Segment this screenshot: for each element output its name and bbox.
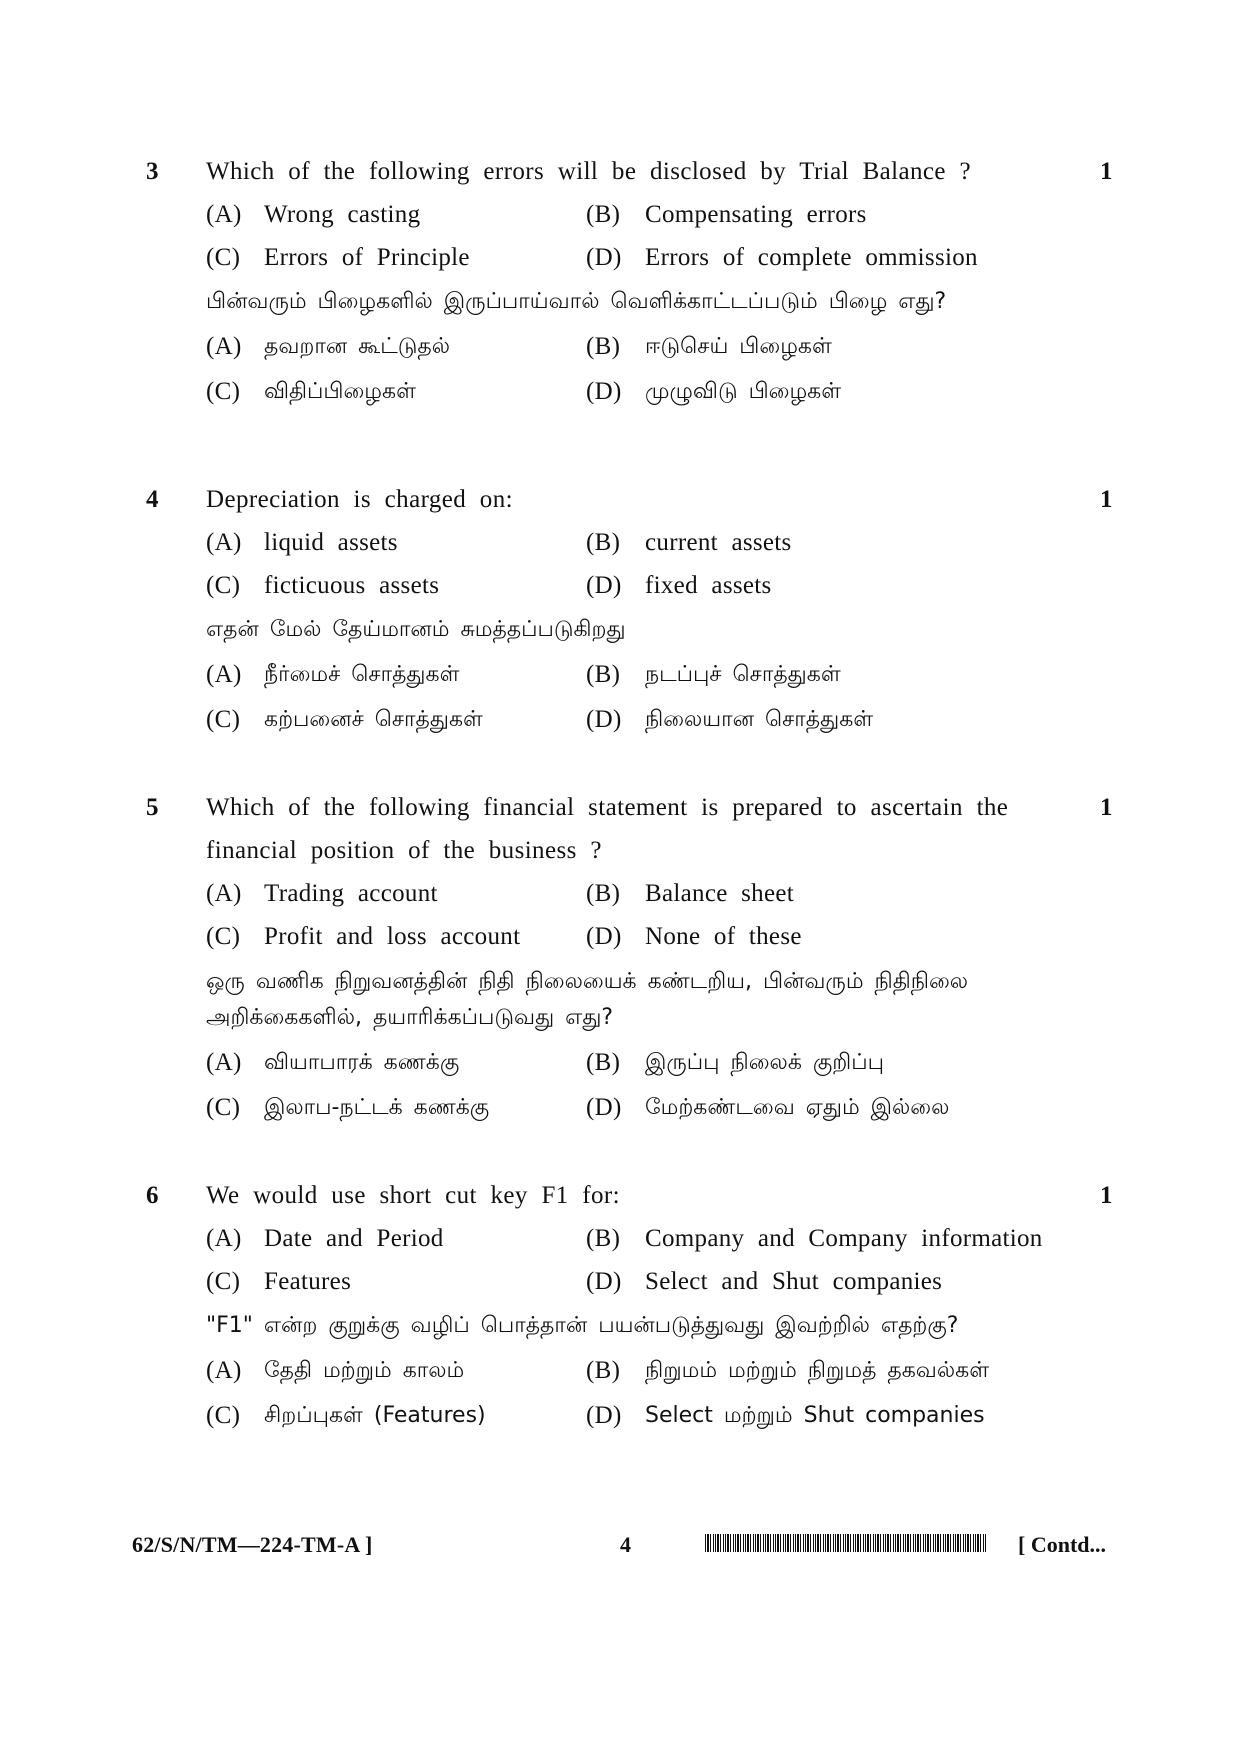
- option-b-text-ta: நடப்புச் சொத்துகள்: [645, 662, 841, 687]
- option-a-text: Trading account: [264, 880, 438, 907]
- options-en-row-1: [0, 193, 1240, 236]
- option-d-text: None of these: [645, 923, 802, 950]
- option-d-text: Errors of complete ommission: [645, 244, 978, 271]
- option-c-label: (C): [206, 244, 241, 271]
- question-text-ta-line-1: ஒரு வணிக நிறுவனத்தின் நிதி நிலையைக் கண்டறிய, பின்வரும் நிதிநிலை: [206, 969, 969, 994]
- options-ta-row-1: [0, 652, 1240, 697]
- question-marks: 1: [1100, 794, 1113, 821]
- options-en-row-2: [0, 236, 1240, 279]
- option-d-text-ta: முழுவிடு பிழைகள்: [645, 379, 842, 404]
- option-a-label: (A): [206, 880, 242, 907]
- option-a-text: Date and Period: [264, 1225, 444, 1252]
- question-text-en: We would use short cut key F1 for:: [206, 1182, 621, 1209]
- option-c-text: ficticuous assets: [264, 572, 440, 599]
- question-number: 6: [146, 1182, 159, 1209]
- question-text-en: Depreciation is charged on:: [206, 486, 513, 513]
- question-number: 3: [146, 158, 159, 185]
- question-3: [0, 150, 1240, 414]
- option-c-text-ta: இலாப-நட்டக் கணக்கு: [264, 1095, 490, 1120]
- option-d-label: (D): [586, 1094, 622, 1121]
- option-d-text: Select and Shut companies: [645, 1268, 943, 1295]
- option-c-text-ta: சிறப்புகள் (Features): [264, 1403, 486, 1428]
- continued-label: [ Contd...: [1018, 1532, 1107, 1557]
- option-b-label: (B): [586, 661, 621, 688]
- option-b-text: current assets: [645, 529, 792, 556]
- question-marks: 1: [1100, 158, 1113, 185]
- question-text-en-line-1: Which of the following financial statement is prepared to ascertain the: [206, 794, 1009, 821]
- option-b-label: (B): [586, 1049, 621, 1076]
- options-ta-row-2: [0, 369, 1240, 414]
- option-c-text-ta: விதிப்பிழைகள்: [264, 379, 416, 404]
- option-a-label: (A): [206, 529, 242, 556]
- option-b-text: Compensating errors: [645, 201, 867, 228]
- option-a-label: (A): [206, 1357, 242, 1384]
- question-4: [0, 478, 1240, 742]
- option-d-text: fixed assets: [645, 572, 772, 599]
- option-b-text-ta: ஈடுசெய் பிழைகள்: [645, 334, 832, 359]
- option-b-label: (B): [586, 1357, 621, 1384]
- options-en-row-2: [0, 1260, 1240, 1303]
- option-d-label: (D): [586, 1402, 622, 1429]
- options-en-row-1: [0, 1217, 1240, 1260]
- option-d-text-ta: Select மற்றும் Shut companies: [645, 1403, 985, 1428]
- question-text-ta: "F1" என்ற குறுக்கு வழிப் பொத்தான் பயன்படுத்துவது இவற்றில் எதற்கு?: [206, 1313, 959, 1338]
- question-text-en-line-2: financial position of the business ?: [206, 837, 602, 864]
- options-ta-row-1: [0, 1348, 1240, 1393]
- question-marks: 1: [1100, 486, 1113, 513]
- option-a-text-ta: நீர்மைச் சொத்துகள்: [264, 662, 460, 687]
- options-en-row-2: [0, 564, 1240, 607]
- option-c-label: (C): [206, 1094, 241, 1121]
- option-d-text-ta: மேற்கண்டவை ஏதும் இல்லை: [645, 1095, 950, 1120]
- option-b-label: (B): [586, 1225, 621, 1252]
- option-a-label: (A): [206, 1049, 242, 1076]
- option-c-text-ta: கற்பனைச் சொத்துகள்: [264, 707, 483, 732]
- option-a-label: (A): [206, 661, 242, 688]
- options-en-row-1: [0, 872, 1240, 915]
- option-a-text-ta: தவறான கூட்டுதல்: [264, 334, 450, 359]
- option-a-text: Wrong casting: [264, 201, 421, 228]
- question-6: [0, 1174, 1240, 1438]
- option-d-label: (D): [586, 572, 622, 599]
- option-a-text-ta: தேதி மற்றும் காலம்: [264, 1358, 465, 1383]
- option-a-label: (A): [206, 201, 242, 228]
- option-a-label: (A): [206, 1225, 242, 1252]
- option-c-text: Errors of Principle: [264, 244, 470, 271]
- options-ta-row-1: [0, 324, 1240, 369]
- option-c-label: (C): [206, 378, 241, 405]
- option-b-label: (B): [586, 201, 621, 228]
- option-b-text-ta: நிறுமம் மற்றும் நிறுமத் தகவல்கள்: [645, 1358, 990, 1383]
- option-b-text: Company and Company information: [645, 1225, 1043, 1252]
- option-d-label: (D): [586, 706, 622, 733]
- option-c-label: (C): [206, 572, 241, 599]
- option-d-label: (D): [586, 244, 622, 271]
- option-d-label: (D): [586, 1268, 622, 1295]
- option-c-text: Profit and loss account: [264, 923, 521, 950]
- question-5: [0, 786, 1240, 1130]
- page-number: 4: [620, 1532, 631, 1557]
- barcode: [705, 1534, 987, 1552]
- question-text-en: Which of the following errors will be disclosed by Trial Balance ?: [206, 158, 972, 185]
- option-c-label: (C): [206, 706, 241, 733]
- option-b-label: (B): [586, 880, 621, 907]
- option-b-text: Balance sheet: [645, 880, 795, 907]
- option-d-text-ta: நிலையான சொத்துகள்: [645, 707, 874, 732]
- options-en-row-1: [0, 521, 1240, 564]
- option-c-text: Features: [264, 1268, 352, 1295]
- question-number: 5: [146, 794, 159, 821]
- options-en-row-2: [0, 915, 1240, 958]
- question-marks: 1: [1100, 1182, 1113, 1209]
- option-b-label: (B): [586, 529, 621, 556]
- page-footer: [0, 1525, 1240, 1565]
- option-c-label: (C): [206, 1402, 241, 1429]
- option-d-label: (D): [586, 923, 622, 950]
- option-d-label: (D): [586, 378, 622, 405]
- question-text-ta: எதன் மேல் தேய்மானம் சுமத்தப்படுகிறது: [206, 617, 626, 642]
- question-number: 4: [146, 486, 159, 513]
- option-a-text-ta: வியாபாரக் கணக்கு: [264, 1050, 460, 1075]
- question-text-ta: பின்வரும் பிழைகளில் இருப்பாய்வால் வெளிக்காட்டப்படும் பிழை எது?: [206, 289, 947, 314]
- options-ta-row-1: [0, 1040, 1240, 1085]
- question-text-ta-line-2: அறிக்கைகளில், தயாரிக்கப்படுவது எது?: [206, 1005, 614, 1030]
- option-b-text-ta: இருப்பு நிலைக் குறிப்பு: [645, 1050, 884, 1075]
- option-a-label: (A): [206, 333, 242, 360]
- options-ta-row-2: [0, 1393, 1240, 1438]
- option-b-label: (B): [586, 333, 621, 360]
- option-c-label: (C): [206, 1268, 241, 1295]
- options-ta-row-2: [0, 1085, 1240, 1130]
- option-c-label: (C): [206, 923, 241, 950]
- option-a-text: liquid assets: [264, 529, 398, 556]
- paper-code: 62/S/N/TM—224-TM-A ]: [132, 1532, 373, 1557]
- options-ta-row-2: [0, 697, 1240, 742]
